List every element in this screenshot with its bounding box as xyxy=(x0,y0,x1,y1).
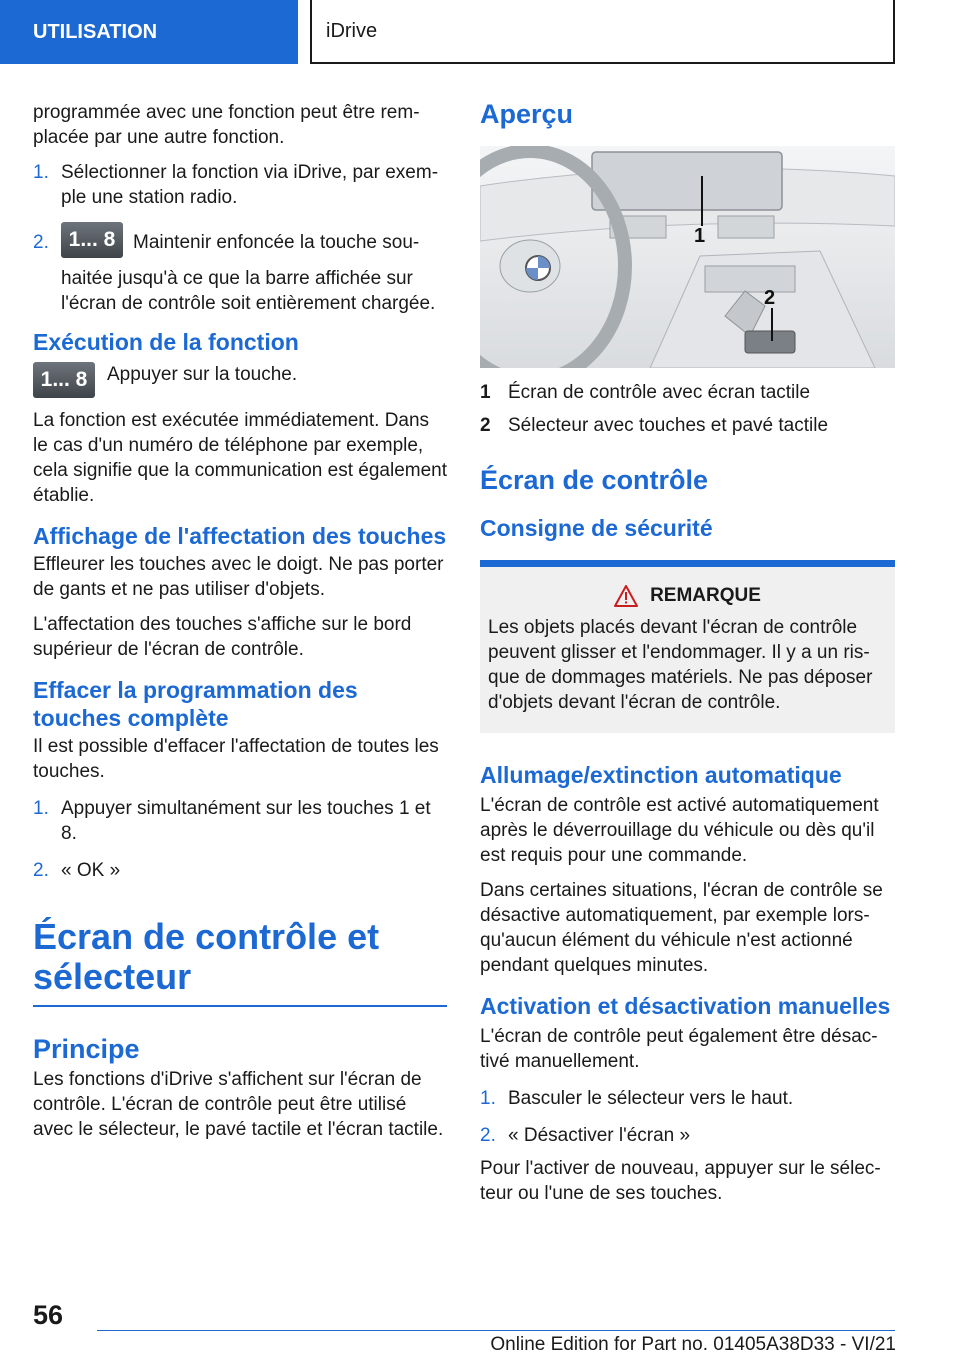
auto-paragraph-1: L'écran de contrôle est activé automatiquement après le déverrouillage du véhicule ou dès qu'il est requis pour une commande. xyxy=(480,795,879,866)
legend-number: 1 xyxy=(480,382,491,403)
notice-box xyxy=(480,560,895,733)
step-number: 1. xyxy=(33,162,49,183)
erase-paragraph: Il est possible d'effacer l'affectation de toutes les touches. xyxy=(33,736,439,782)
safety-heading: Consigne de sécurité xyxy=(480,515,713,541)
edition-text: Online Edition for Part no. 01405A38D33 - VI/21 xyxy=(490,1334,896,1355)
dashboard-illustration xyxy=(480,146,895,368)
principle-paragraph: Les fonctions d'iDrive s'affichent sur l'écran de contrôle. L'écran de contrôle peut être utilisé avec le sélecteur, le pavé tactile et l'écran tactile. xyxy=(33,1069,444,1140)
display-paragraph-1: Effleurer les touches avec le doigt. Ne pas porter de gants et ne pas utiliser d'objets. xyxy=(33,554,444,600)
step-text: « OK » xyxy=(61,860,121,881)
principle-heading: Principe xyxy=(33,1034,140,1064)
legend-number: 2 xyxy=(480,415,491,436)
dashboard-drawing xyxy=(480,146,895,368)
list-item xyxy=(33,858,447,883)
intro-paragraph: programmée avec une fonction peut être remplacée par une autre fonction. xyxy=(33,102,420,148)
legend-text: Écran de contrôle avec écran tactile xyxy=(508,382,811,403)
section-title: UTILISATION xyxy=(33,20,158,43)
display-heading: Affichage de l'affectation des touches xyxy=(33,523,447,549)
warning-icon xyxy=(614,585,638,607)
manual-heading: Activation et désactivation manuelles xyxy=(480,993,891,1019)
callout-2: 2 xyxy=(764,287,776,309)
callout-1: 1 xyxy=(694,225,706,247)
auto-heading: Allumage/extinction automatique xyxy=(480,762,842,788)
legend-item xyxy=(480,380,895,405)
notice-bar xyxy=(480,560,895,567)
exec-key-text: Appuyer sur la touche. xyxy=(107,364,298,385)
chapter-tab xyxy=(310,0,895,64)
manual-paragraph: L'écran de contrôle peut également être désactivé manuellement. xyxy=(480,1026,878,1072)
notice-text: Les objets placés devant l'écran de contrôle peuvent glisser et l'endommager. Il y a un risque de dommages matériels. Ne pas déposer d'objets devant l'écran de contrôle. xyxy=(488,617,873,713)
list-item xyxy=(33,160,447,210)
notice-title: REMARQUE xyxy=(650,585,761,606)
final-paragraph: Pour l'activer de nouveau, appuyer sur le sélecteur ou l'une de ses touches. xyxy=(480,1158,881,1204)
step-text: Sélectionner la fonction via iDrive, par exemple une station radio. xyxy=(61,162,439,208)
right-column xyxy=(480,98,895,1216)
exec-paragraph: La fonction est exécutée immédiatement. Dans le cas d'un numéro de téléphone par exemple, cela signifie que la communication est également établie. xyxy=(33,410,448,506)
step-number: 2. xyxy=(33,860,49,881)
step-text: « Désactiver l'écran » xyxy=(508,1125,691,1146)
step-text-body: Maintenir enfoncée la touche souhaitée jusqu'à ce que la barre affichée sur l'écran de contrôle soit entièrement chargée. xyxy=(61,232,436,314)
step-text: Appuyer simultanément sur les touches 1 et 8. xyxy=(61,798,431,844)
list-item xyxy=(480,1086,895,1111)
favorite-key-icon: 1... 8 xyxy=(33,362,95,398)
chapter-heading: Écran de contrôle et sélecteur xyxy=(33,916,380,997)
exec-key-row xyxy=(33,362,447,398)
left-column xyxy=(33,100,447,1152)
favorite-key-icon: 1... 8 xyxy=(61,222,123,258)
overview-heading: Aperçu xyxy=(480,99,574,129)
step-text: Basculer le sélecteur vers le haut. xyxy=(508,1088,794,1109)
footer-rule xyxy=(97,1330,895,1331)
step-number: 2. xyxy=(480,1125,496,1146)
step-number: 1. xyxy=(33,798,49,819)
list-item xyxy=(33,222,447,314)
notice-title-row xyxy=(488,585,887,607)
list-item xyxy=(480,1123,895,1148)
step-number: 1. xyxy=(480,1088,496,1109)
screen-heading: Écran de contrôle xyxy=(480,465,709,495)
step-number: 2. xyxy=(33,232,49,253)
heading-rule xyxy=(33,1005,447,1007)
step-text xyxy=(61,222,447,314)
list-item xyxy=(33,796,447,846)
erase-heading: Effacer la programmation des touches complète xyxy=(33,677,358,731)
section-tab xyxy=(0,0,298,64)
legend-text: Sélecteur avec touches et pavé tactile xyxy=(508,415,829,436)
exec-heading: Exécution de la fonction xyxy=(33,329,299,355)
page-number: 56 xyxy=(33,1300,64,1330)
chapter-title: iDrive xyxy=(326,19,378,42)
notice-body xyxy=(480,567,895,733)
legend-item xyxy=(480,413,895,438)
auto-paragraph-2: Dans certaines situations, l'écran de contrôle se désactive automatiquement, par exemple lorsqu'aucun élément du véhicule n'est actionné pendant quelques minutes. xyxy=(480,880,883,976)
display-paragraph-2: L'affectation des touches s'affiche sur le bord supérieur de l'écran de contrôle. xyxy=(33,614,412,660)
